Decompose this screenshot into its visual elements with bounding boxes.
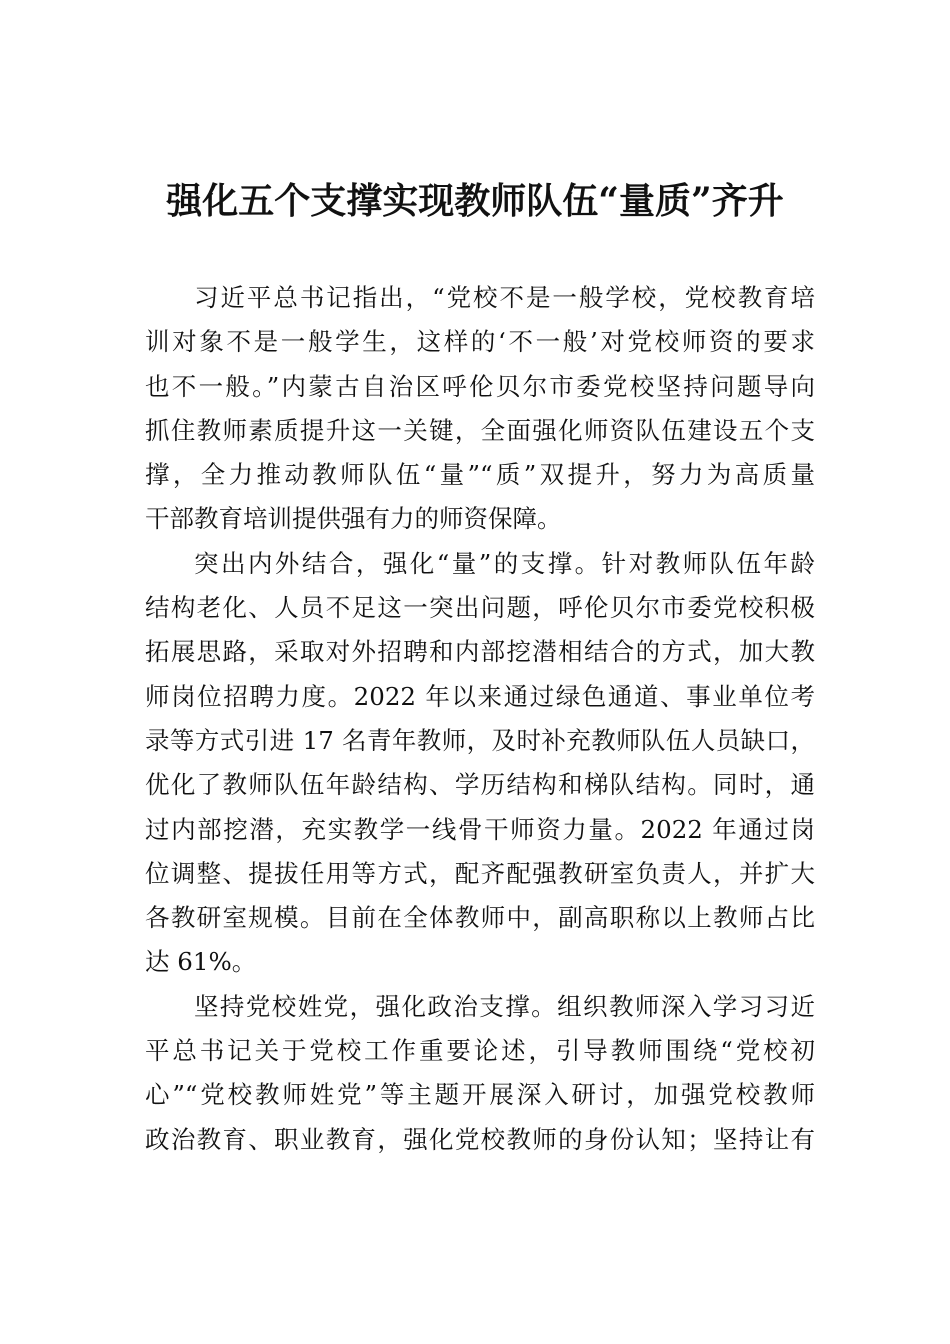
paragraph-2-line-2: 结构老化、人员不足这一突出问题，呼伦贝尔市委党校积极 (145, 593, 815, 623)
paragraph-1-line-2: 训对象不是一般学生，这样的‘不一般’对党校师资的要求 (145, 327, 815, 357)
paragraph-2-line-9: 各教研室规模。目前在全体教师中，副高职称以上教师占比 (145, 903, 815, 933)
paragraph-2-line-5: 录等方式引进 17 名青年教师，及时补充教师队伍人员缺口， (145, 725, 815, 755)
paragraph-2-line-6: 优化了教师队伍年龄结构、学历结构和梯队结构。同时，通 (145, 770, 815, 800)
paragraph-2-line-8: 位调整、提拔任用等方式，配齐配强教研室负责人，并扩大 (145, 858, 815, 888)
document-body (145, 276, 815, 1162)
paragraph-3-line-3: 心”“党校教师姓党”等主题开展深入研讨，加强党校教师 (145, 1080, 815, 1110)
paragraph-2-line-7: 过内部挖潜，充实教学一线骨干师资力量。2022 年通过岗 (145, 814, 815, 844)
paragraph-1-line-1: 习近平总书记指出，“党校不是一般学校，党校教育培 (194, 283, 815, 312)
paragraph-2-line-10: 达 61%。 (145, 947, 257, 977)
paragraph-1-line-5: 撑，全力推动教师队伍“量”“质”双提升，努力为高质量 (145, 460, 815, 490)
paragraph-2-line-1: 突出内外结合，强化“量”的支撑。针对教师队伍年龄 (194, 548, 815, 578)
paragraph-2-line-4: 师岗位招聘力度。2022 年以来通过绿色通道、事业单位考 (145, 681, 815, 711)
paragraph-1-line-6: 干部教育培训提供强有力的师资保障。 (145, 504, 562, 534)
paragraph-3-line-1: 坚持党校姓党，强化政治支撑。组织教师深入学习习近 (194, 991, 815, 1021)
document-title: 强化五个支撑实现教师队伍“量质”齐升 (166, 180, 784, 222)
paragraph-2-line-3: 拓展思路，采取对外招聘和内部挖潜相结合的方式，加大教 (145, 637, 815, 667)
paragraph-1-line-4: 抓住教师素质提升这一关键，全面强化师资队伍建设五个支 (145, 415, 815, 445)
paragraph-1-line-3: 也不一般。”内蒙古自治区呼伦贝尔市委党校坚持问题导向 (145, 371, 815, 401)
paragraph-3-line-4: 政治教育、职业教育，强化党校教师的身份认知；坚持让有 (145, 1124, 815, 1154)
paragraph-3-line-2: 平总书记关于党校工作重要论述，引导教师围绕“党校初 (145, 1036, 815, 1066)
